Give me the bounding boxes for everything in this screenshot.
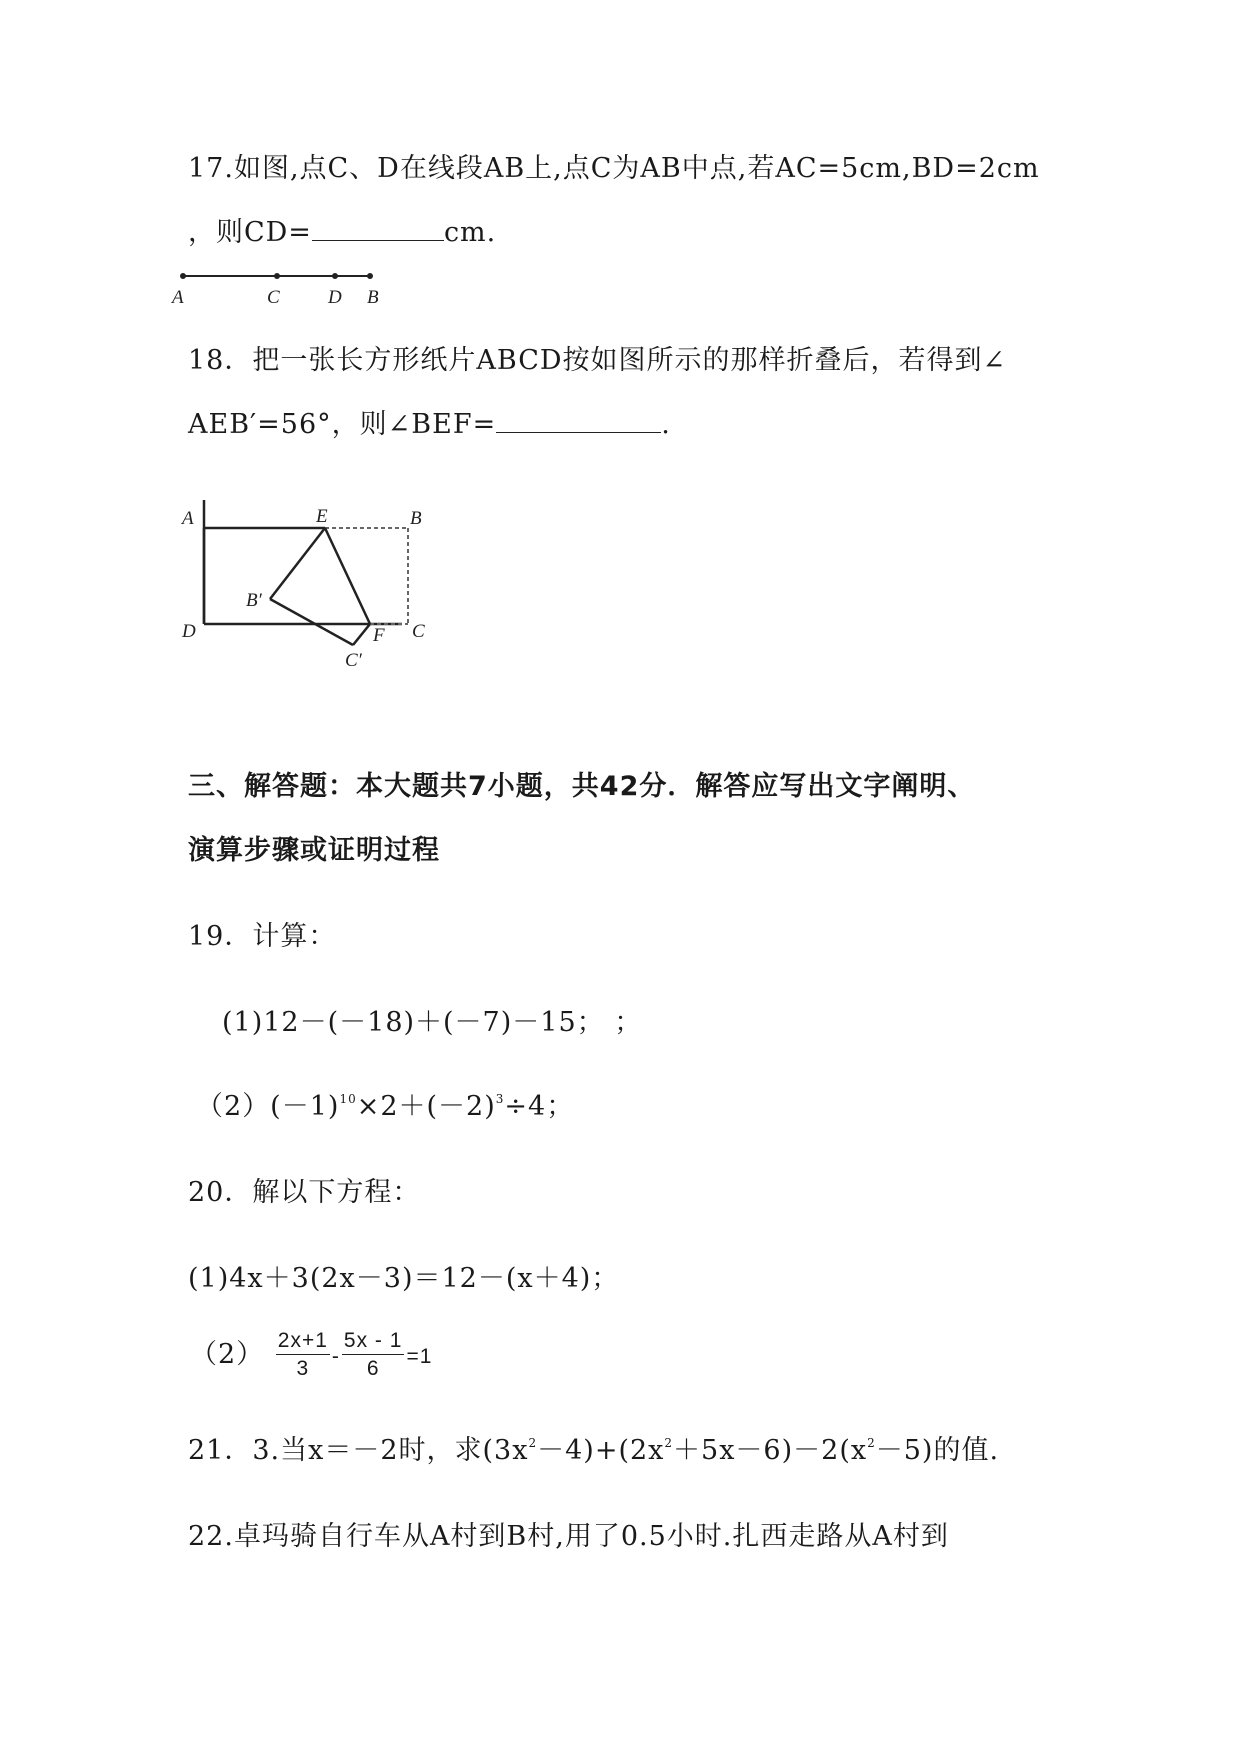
point-d: [332, 273, 338, 279]
q18-answer-blank: [496, 406, 661, 433]
q19-exp2: 3: [495, 1092, 505, 1106]
q20-part1: (1)4x＋3(2x－3)＝12－(x＋4)；: [188, 1263, 620, 1294]
label-e: E: [316, 506, 328, 527]
q20-part2: [190, 1330, 432, 1381]
label-d: D: [328, 287, 342, 308]
q17-line2-suffix: cm.: [443, 217, 497, 248]
q17-line2: [188, 210, 496, 249]
q20-equals: =1: [406, 1345, 433, 1368]
q18-line2-prefix: AEB′=56°，则∠BEF=: [188, 409, 497, 440]
q19-part2-pre: （2）(－1): [196, 1091, 340, 1122]
point-a: [180, 273, 186, 279]
section3-heading-line2: 演算步骤或证明过程: [188, 835, 440, 866]
q21-pre: 21．3.当x＝－2时，求(3x: [188, 1435, 529, 1466]
label-a: A: [172, 287, 184, 308]
folded-eb-prime: [270, 528, 325, 599]
q17-line2-prefix: ，则CD=: [188, 217, 312, 248]
q18-line2: [188, 402, 671, 441]
label-a: A: [182, 508, 194, 529]
label-b: B: [367, 287, 379, 308]
q19-exp1: 10: [339, 1092, 357, 1106]
q20-title: 20．解以下方程：: [188, 1177, 421, 1208]
q21-exp3: 2: [867, 1436, 876, 1450]
q20-frac1-denominator: 3: [296, 1357, 310, 1380]
q21-exp2: 2: [664, 1436, 674, 1450]
q18-line1: 18．把一张长方形纸片ABCD按如图所示的那样折叠后，若得到∠: [188, 345, 1007, 376]
label-b: B: [410, 508, 422, 529]
q19-part2-mid: ×2＋(－2): [356, 1091, 496, 1122]
folded-c-prime-f: [353, 624, 370, 645]
q17-answer-blank: [312, 214, 444, 241]
label-f: F: [373, 625, 385, 646]
q19-part1: (1)12－(－18)＋(－7)－15； ；: [222, 1007, 643, 1038]
label-d: D: [182, 621, 196, 642]
q21-exp1: 2: [528, 1436, 538, 1450]
q18-fold-figure: [180, 500, 450, 680]
q20-minus: -: [331, 1345, 340, 1368]
q22-line1: 22.卓玛骑自行车从A村到B村,用了0.5小时.扎西走路从A村到: [188, 1521, 949, 1552]
q19-part2-post: ÷4；: [504, 1091, 575, 1122]
point-c: [274, 273, 280, 279]
q19-title: 19．计算：: [188, 921, 337, 952]
label-c-prime: C′: [345, 650, 362, 671]
q21-mid2: ＋5x－6)－2(x: [673, 1435, 868, 1466]
q18-line2-suffix: .: [661, 409, 671, 440]
q20-fraction-1: [276, 1330, 330, 1381]
point-b: [367, 273, 373, 279]
q20-fraction-2: [342, 1330, 405, 1381]
q20-frac1-numerator: 2x+1: [276, 1330, 330, 1355]
q20-frac2-denominator: 6: [366, 1357, 380, 1380]
folded-b-prime-c-prime: [270, 599, 353, 645]
q20-frac2-numerator: 5x - 1: [342, 1330, 405, 1355]
q20-part2-label: （2）: [190, 1339, 265, 1370]
section3-heading-line1: 三、解答题：本大题共7小题，共42分．解答应写出文字阐明、: [188, 771, 976, 802]
label-c: C: [267, 287, 280, 308]
q21-text: [188, 1428, 999, 1467]
q17-segment-figure: [172, 262, 420, 312]
q19-part2: [196, 1084, 574, 1123]
q21-post: －5)的值.: [875, 1435, 1000, 1466]
q17-line1: 17.如图,点C、D在线段AB上,点C为AB中点,若AC=5cm,BD=2cm: [188, 153, 1040, 184]
q21-mid1: －4)+(2x: [537, 1435, 665, 1466]
fold-ef: [325, 528, 370, 624]
label-c: C: [412, 621, 425, 642]
label-b-prime: B′: [246, 590, 262, 611]
